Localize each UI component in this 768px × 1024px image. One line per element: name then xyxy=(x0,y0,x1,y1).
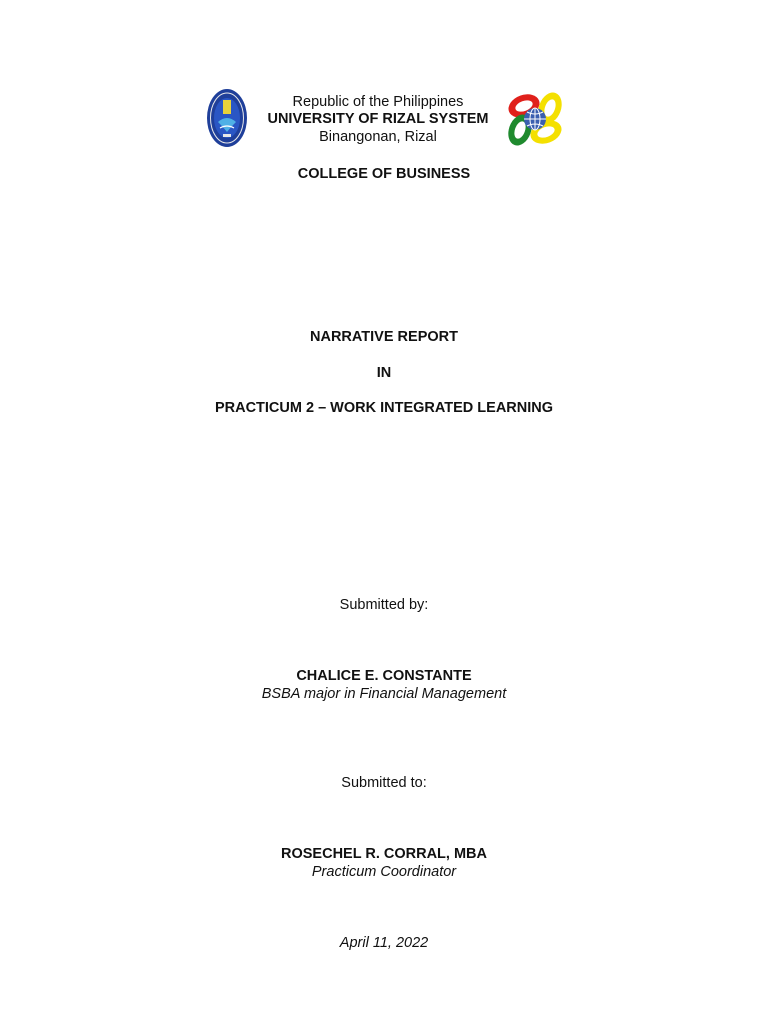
college-name: COLLEGE OF BUSINESS xyxy=(297,166,471,182)
campus-location: Binangonan, Rizal xyxy=(319,129,437,145)
college-emblem-icon xyxy=(506,90,564,146)
student-name: CHALICE E. CONSTANTE xyxy=(296,668,472,684)
report-title-connector: IN xyxy=(376,365,392,381)
submitted-to-label: Submitted to: xyxy=(341,775,427,791)
report-title: NARRATIVE REPORT xyxy=(310,329,458,345)
republic-text: Republic of the Philippines xyxy=(292,94,464,110)
urs-seal-icon xyxy=(206,88,248,148)
coordinator-name: ROSECHEL R. CORRAL, MBA xyxy=(281,846,487,862)
university-name: UNIVERSITY OF RIZAL SYSTEM xyxy=(267,111,489,127)
coordinator-position: Practicum Coordinator xyxy=(311,864,457,880)
submitted-by-label: Submitted by: xyxy=(339,597,429,613)
report-subject: PRACTICUM 2 – WORK INTEGRATED LEARNING xyxy=(214,400,554,416)
report-date: April 11, 2022 xyxy=(339,935,429,951)
student-program: BSBA major in Financial Management xyxy=(261,686,507,702)
